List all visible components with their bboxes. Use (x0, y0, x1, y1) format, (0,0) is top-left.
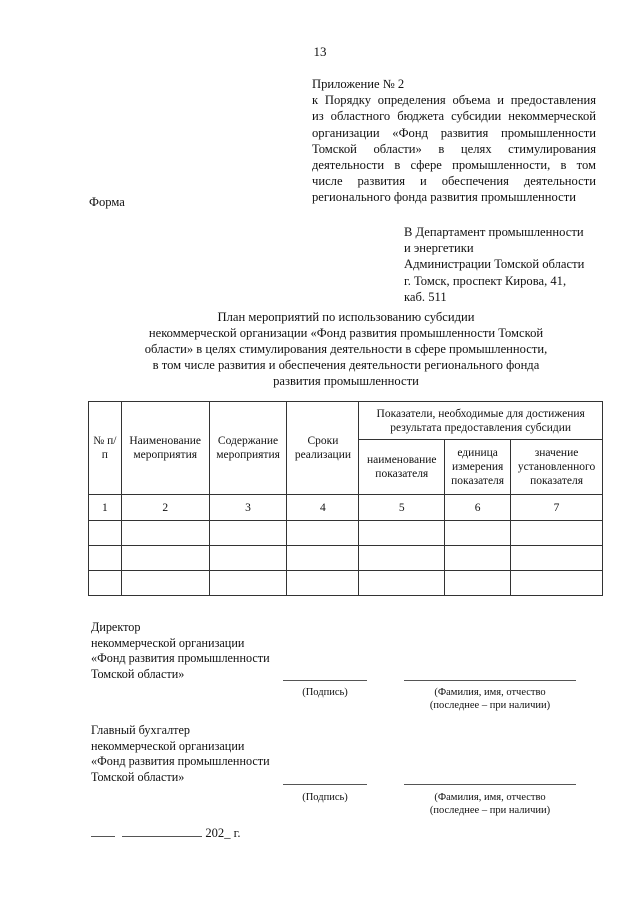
empty-cell[interactable] (89, 546, 122, 571)
column-number: 4 (287, 495, 359, 521)
column-number: 5 (359, 495, 445, 521)
caption-line: (Фамилия, имя, отчество (434, 687, 546, 698)
empty-cell[interactable] (445, 546, 511, 571)
header-indicators: Показатели, необходимые для достижения результата предоставления субсидии (359, 402, 603, 440)
director-line: некоммерческой организации (91, 635, 245, 650)
table-row (89, 521, 603, 546)
header-num: № п/п (89, 402, 122, 495)
accountant-line: «Фонд развития промышленности (91, 754, 270, 768)
title-line: в том числе развития и обеспечения деятельности регионального фонда (152, 358, 540, 372)
addressee-line: Администрации Томской области (404, 257, 585, 272)
accountant-line: Главный бухгалтер (91, 723, 191, 737)
appendix-line: Томской области» в целях стимулирования (312, 141, 596, 156)
subheader-indicator-value: значение установленного показателя (511, 440, 603, 495)
appendix-header (312, 76, 596, 206)
empty-cell[interactable] (359, 571, 445, 596)
empty-cell[interactable] (89, 571, 122, 596)
empty-cell[interactable] (287, 571, 359, 596)
title-line: некоммерческой организации «Фонд развития промышленности Томской (148, 326, 544, 340)
column-number: 3 (209, 495, 287, 521)
appendix-line: к Порядку определения объема и предоставления (312, 93, 596, 108)
addressee-line: каб. 511 (404, 289, 447, 304)
title-line: План мероприятий по использованию субсидии (217, 310, 475, 324)
appendix-line: числе развития и обеспечения деятельности (312, 174, 596, 189)
caption-line: (последнее – при наличии) (429, 805, 551, 816)
accountant-signature-caption: (Подпись) (302, 792, 348, 803)
empty-cell[interactable] (209, 571, 287, 596)
empty-cell[interactable] (121, 571, 209, 596)
header-content: Содержание мероприятия (209, 402, 287, 495)
director-block (91, 620, 291, 682)
director-line: Томской области» (91, 666, 185, 681)
appendix-line: из областного бюджета субсидии некоммерческой (312, 109, 596, 124)
empty-cell[interactable] (511, 546, 603, 571)
empty-cell[interactable] (445, 521, 511, 546)
plan-table (88, 401, 603, 596)
empty-cell[interactable] (209, 521, 287, 546)
caption-line: (последнее – при наличии) (429, 700, 551, 711)
column-number: 6 (445, 495, 511, 521)
column-number: 7 (511, 495, 603, 521)
appendix-line: регионального фонда развития промышленности (312, 190, 576, 205)
empty-cell[interactable] (445, 571, 511, 596)
header-terms: Сроки реализации (287, 402, 359, 495)
empty-cell[interactable] (121, 521, 209, 546)
director-line: Директор (91, 620, 141, 634)
title-line: развития промышленности (273, 374, 419, 388)
director-signature-line[interactable] (283, 680, 367, 681)
appendix-line: организации «Фонд развития промышленности (312, 125, 596, 140)
accountant-signature-line[interactable] (283, 784, 367, 785)
addressee-block (404, 224, 594, 305)
document-title (86, 309, 606, 389)
date-month-blank[interactable] (122, 826, 202, 837)
addressee-line: В Департамент промышленности (404, 225, 584, 239)
empty-cell[interactable] (121, 546, 209, 571)
director-line: «Фонд развития промышленности (91, 651, 270, 665)
addressee-line: г. Томск, проспект Кирова, 41, (404, 273, 567, 288)
empty-cell[interactable] (287, 521, 359, 546)
appendix-line: деятельности в сфере промышленности, в том (312, 158, 596, 173)
date-day-blank[interactable] (91, 826, 115, 837)
header-name: Наименование мероприятия (121, 402, 209, 495)
form-label: Форма (89, 195, 125, 209)
empty-cell[interactable] (511, 571, 603, 596)
accountant-line: Томской области» (91, 769, 185, 784)
appendix-line: Приложение № 2 (312, 77, 405, 91)
column-number: 2 (121, 495, 209, 521)
empty-cell[interactable] (287, 546, 359, 571)
page-number: 13 (313, 44, 327, 59)
empty-cell[interactable] (511, 521, 603, 546)
table-row-numbers (89, 495, 603, 521)
subheader-indicator-name: наименование показателя (359, 440, 445, 495)
caption-line: (Фамилия, имя, отчество (434, 792, 546, 803)
column-number: 1 (89, 495, 122, 521)
empty-cell[interactable] (89, 521, 122, 546)
table-row (89, 571, 603, 596)
date-year: 202_ г. (205, 826, 241, 840)
empty-cell[interactable] (359, 546, 445, 571)
director-name-caption (404, 686, 576, 712)
date-line (91, 826, 241, 841)
accountant-name-caption (404, 791, 576, 817)
accountant-line: некоммерческой организации (91, 738, 245, 753)
director-signature-caption: (Подпись) (302, 687, 348, 698)
title-line: области» в целях стимулирования деятельности в сфере промышленности, (144, 342, 548, 356)
accountant-block (91, 723, 291, 785)
addressee-line: и энергетики (404, 241, 474, 256)
accountant-name-line[interactable] (404, 784, 576, 785)
director-name-line[interactable] (404, 680, 576, 681)
subheader-indicator-unit: единица измерения показателя (445, 440, 511, 495)
empty-cell[interactable] (209, 546, 287, 571)
table-row (89, 546, 603, 571)
empty-cell[interactable] (359, 521, 445, 546)
